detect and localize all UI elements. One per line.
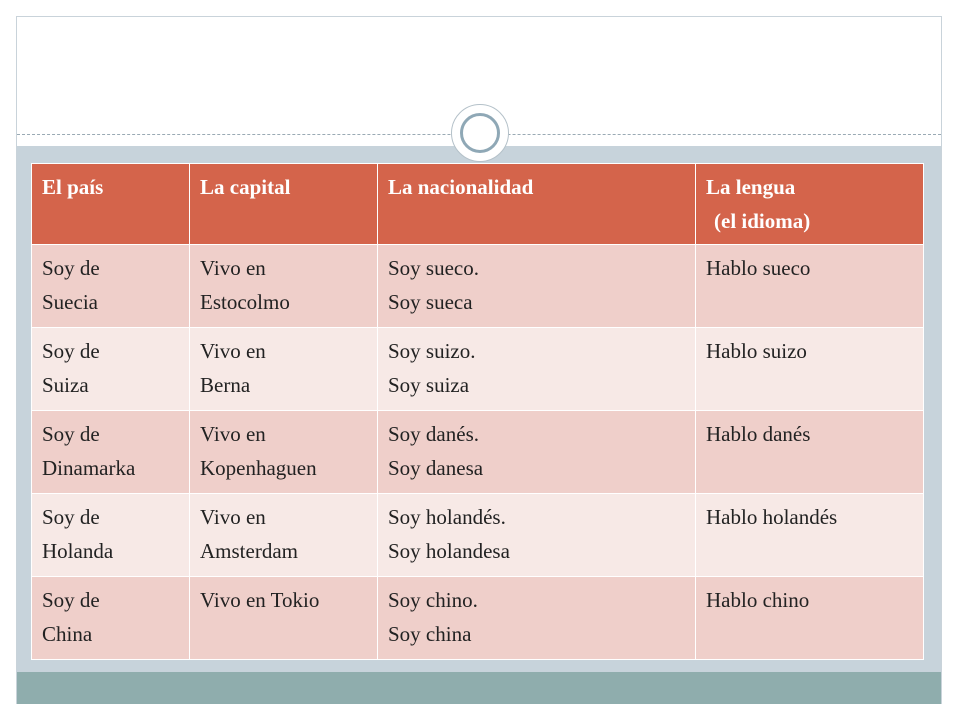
cell-text: Hablo sueco [706,256,811,280]
country-cell [32,577,190,660]
table-row [32,494,924,577]
cell-text: Vivo en [200,339,266,363]
cell-text: Vivo en [200,256,266,280]
country-cell [32,411,190,494]
capital-cell [190,494,378,577]
country-cell [32,245,190,328]
cell-text: Soy de [42,588,100,612]
language-cell [696,245,924,328]
cell-text: Soy de [42,422,100,446]
cell-text: Hablo suizo [706,339,807,363]
nationality-cell [378,245,696,328]
table-row [32,577,924,660]
table-row [32,328,924,411]
cell-text: Soy holandesa [388,539,510,563]
country-cell [32,494,190,577]
header-subtext: (el idioma) [714,209,811,233]
nationality-table [31,163,924,660]
cell-text: Berna [200,373,251,397]
cell-text: Hablo holandés [706,505,838,529]
cell-text: Holanda [42,539,114,563]
cell-text: China [42,622,93,646]
cell-text: Soy suizo. [388,339,476,363]
country-cell [32,328,190,411]
nationality-cell [378,494,696,577]
language-cell [696,577,924,660]
cell-text: Vivo en [200,422,266,446]
capital-cell [190,328,378,411]
header-language [696,164,924,245]
cell-text: Kopenhaguen [200,456,317,480]
header-nationality [378,164,696,245]
capital-cell [190,245,378,328]
cell-text: Vivo en Tokio [200,588,320,612]
cell-text: Soy de [42,256,100,280]
header-text: La lengua [706,175,796,199]
cell-text: Soy de [42,505,100,529]
cell-text: Amsterdam [200,539,298,563]
cell-text: Hablo chino [706,588,810,612]
header-text: La capital [200,175,291,199]
cell-text: Hablo danés [706,422,811,446]
cell-text: Suecia [42,290,98,314]
capital-cell [190,577,378,660]
footer-bar [17,672,941,704]
cell-text: Soy sueco. [388,256,479,280]
nationality-cell [378,328,696,411]
cell-text: Soy danesa [388,456,484,480]
header-country [32,164,190,245]
cell-text: Soy china [388,622,472,646]
cell-text: Estocolmo [200,290,290,314]
language-cell [696,411,924,494]
table-row [32,411,924,494]
capital-cell [190,411,378,494]
cell-text: Suiza [42,373,89,397]
cell-text: Dinamarka [42,456,136,480]
cell-text: Vivo en [200,505,266,529]
cell-text: Soy suiza [388,373,470,397]
table-row [32,245,924,328]
header-capital [190,164,378,245]
nationality-cell [378,411,696,494]
language-cell [696,328,924,411]
header-text: El país [42,175,104,199]
cell-text: Soy holandés. [388,505,506,529]
header-text: La nacionalidad [388,175,534,199]
table-header-row [32,164,924,245]
divider-ring-icon [460,113,500,153]
cell-text: Soy danés. [388,422,479,446]
cell-text: Soy chino. [388,588,478,612]
language-cell [696,494,924,577]
nationality-cell [378,577,696,660]
cell-text: Soy sueca [388,290,473,314]
cell-text: Soy de [42,339,100,363]
